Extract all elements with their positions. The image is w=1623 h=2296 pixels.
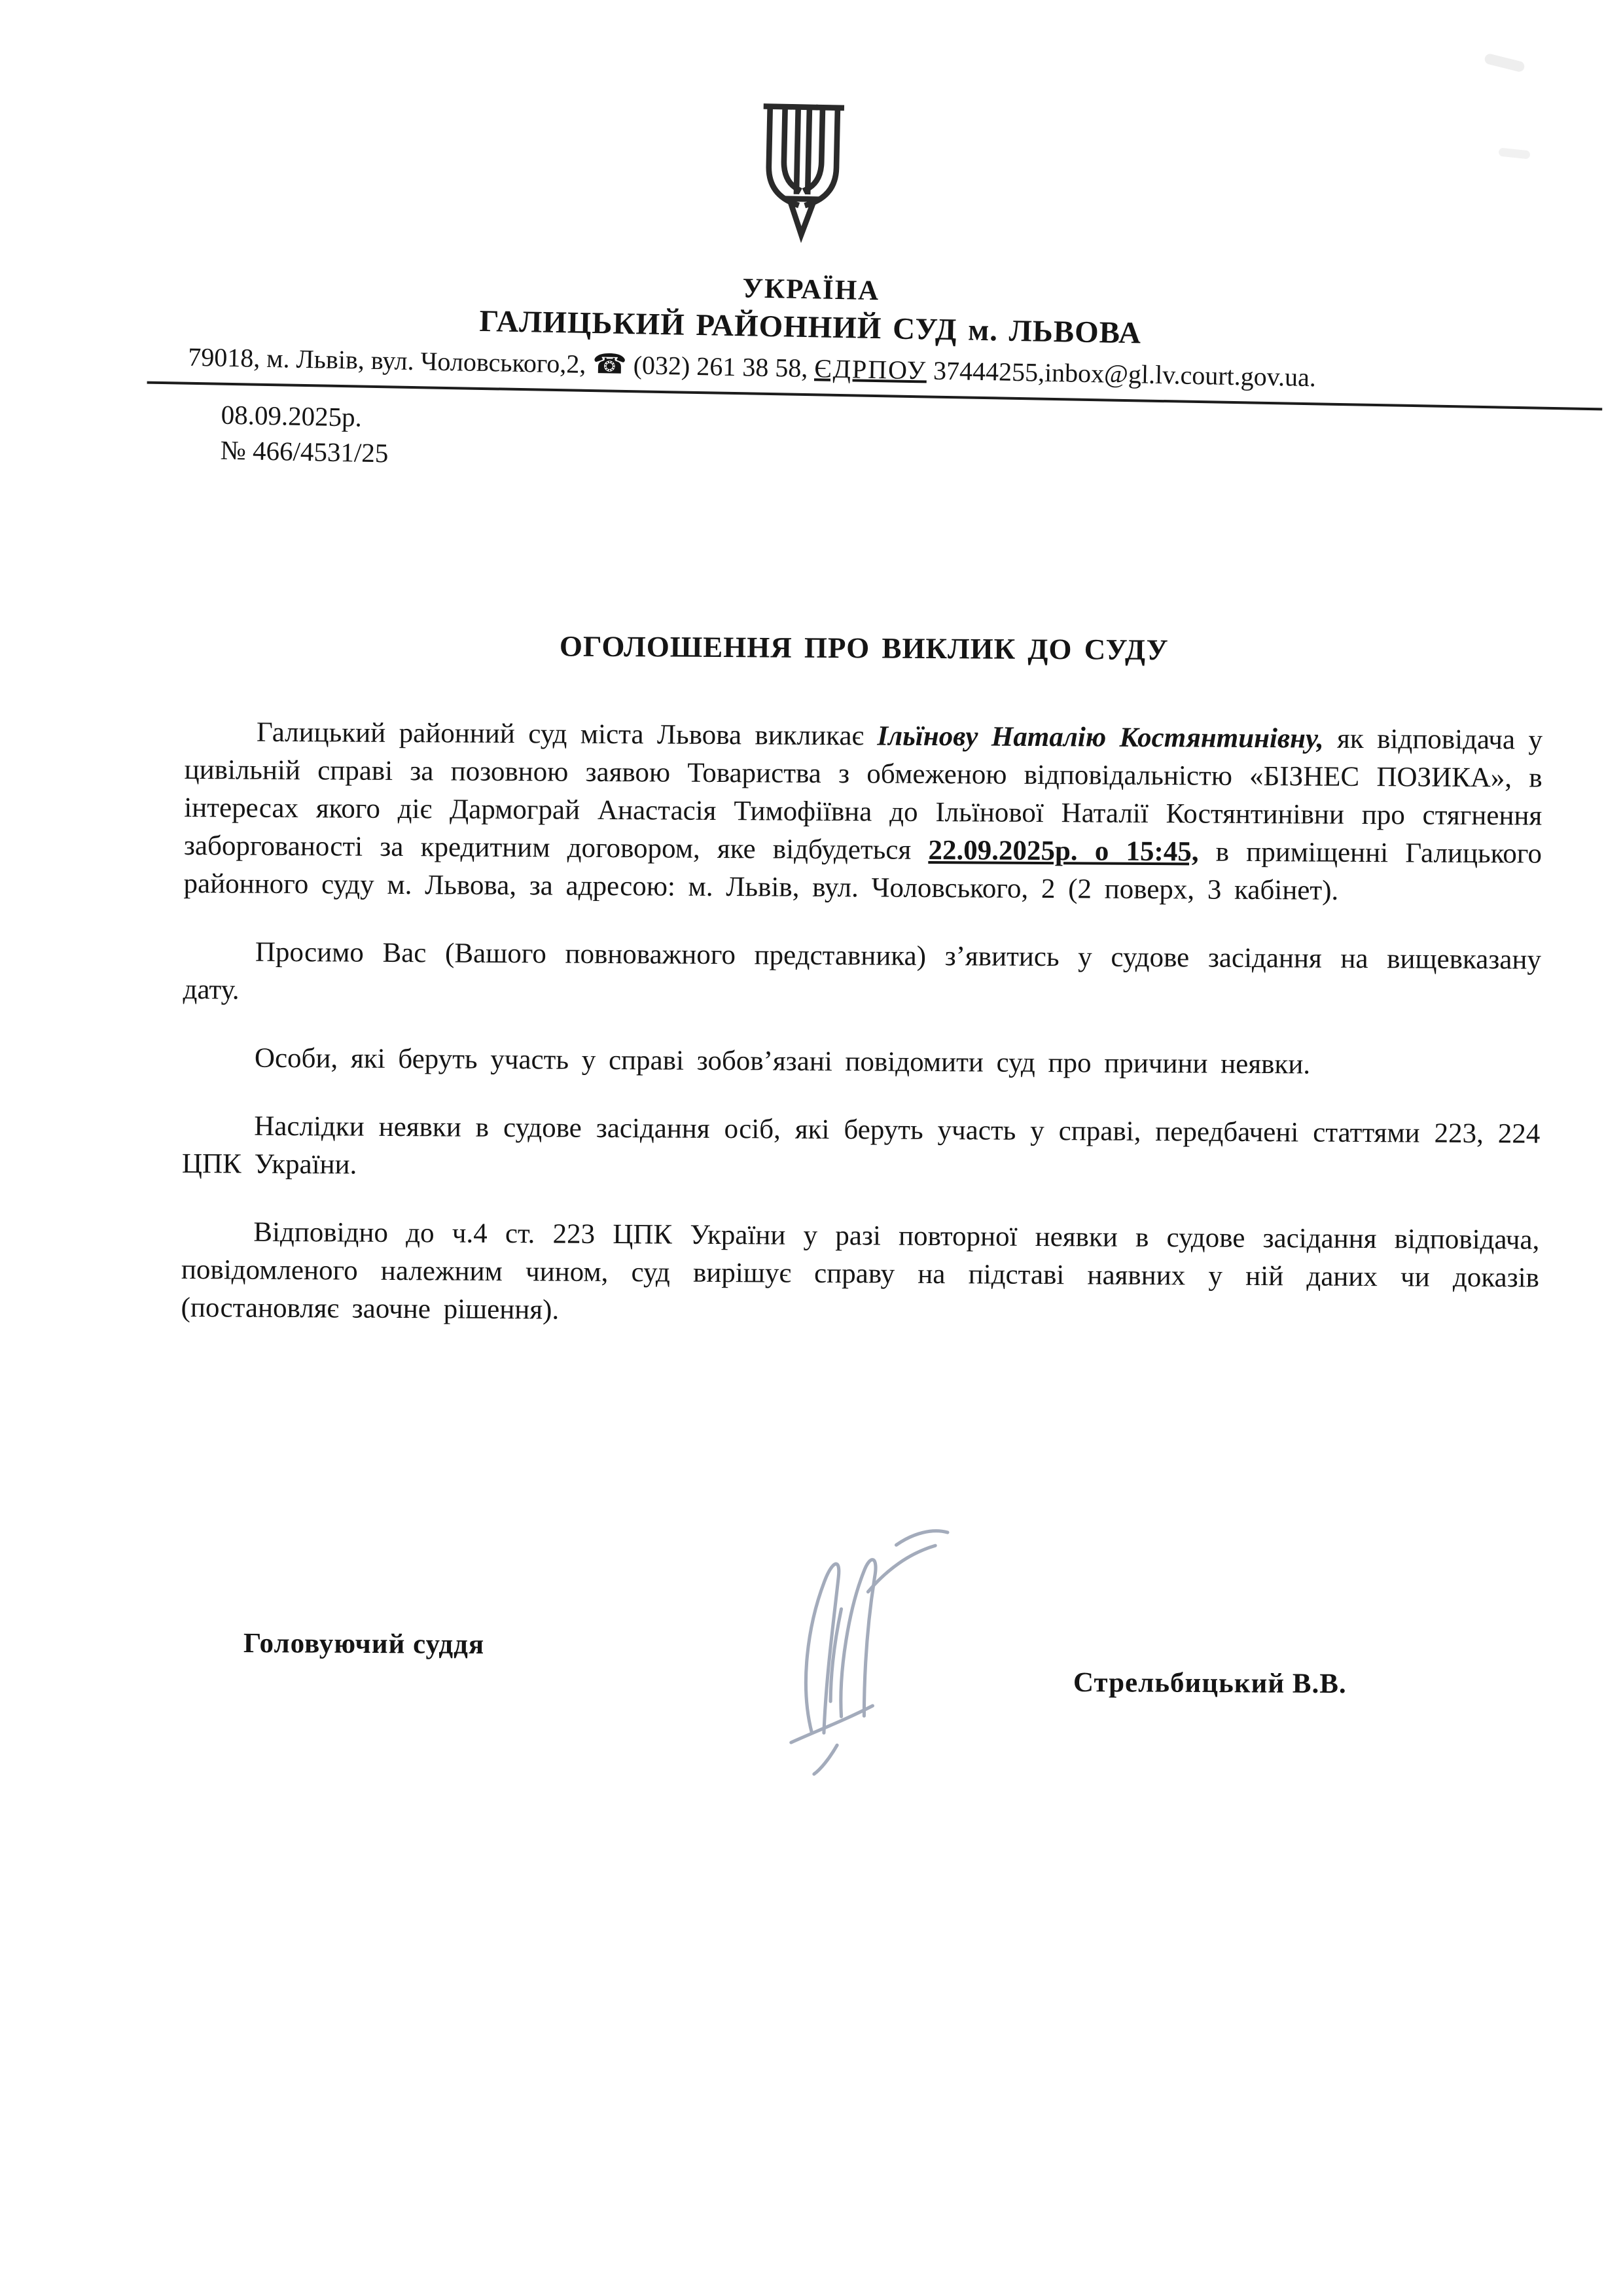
absence-notice-paragraph: Особи, які беруть участь у справі зобов’язані повідомити суд про причини неявки.: [254, 1042, 1311, 1080]
judge-title-label: Головуючий суддя: [243, 1628, 485, 1660]
consequences-paragraph: Наслідки неявки в судове засідання осіб, які беруть участь у справі, передбачені статтями 223, 224 ЦПК України.: [181, 1110, 1541, 1180]
edrpou-label: ЄДРПОУ: [813, 353, 927, 385]
letterhead: [0, 258, 1623, 493]
summons-paragraph: [183, 713, 1543, 911]
judge-name: Стрельбицький В.В.: [1073, 1667, 1347, 1700]
edrpou-value: 37444255,: [933, 355, 1045, 387]
case-number: № 466/4531/25: [220, 434, 389, 468]
paragraph-text: Галицький районний суд міста Львова викликає: [256, 716, 878, 752]
court-address: 79018, м. Львів, вул. Чоловського,2,: [187, 342, 586, 379]
default-judgment-paragraph: Відповідно до ч.4 ст. 223 ЦПК України у разі повторної неявки в судове засідання відповідача, повідомленого належним чином, суд вирішує справу на підставі наявних у ній даних чи доказів (постановляє заочне рішення).: [181, 1216, 1540, 1326]
hearing-datetime: 22.09.2025р. о 15:45,: [928, 834, 1199, 868]
paragraph-text: як відповідача у цивільній справі за позовною заявою Товариства з обмеженою відповідальністю «БІЗНЕС ПОЗИКА», в інтересах якого діє Дармограй Анастасія Тимофіївна до Ільїнової Наталії Костянтинівни про стягнення заборгованості за кредитним договором, яке відбудеться: [183, 723, 1543, 866]
coat-of-arms-icon: [745, 96, 861, 250]
court-name: ГАЛИЦЬКИЙ РАЙОННИЙ СУД м. ЛЬВОВА: [479, 304, 1142, 351]
telephone-icon: ☎: [592, 349, 628, 381]
document-title: ОГОЛОШЕННЯ ПРО ВИКЛИК ДО СУДУ: [559, 629, 1169, 667]
registration-block: [220, 397, 1620, 493]
paragraph-text: в приміщенні Галицького районного суду м. Львова, за адресою: м. Львів, вул. Чоловського, 2 (2 поверх, 3 кабінет).: [183, 836, 1543, 906]
court-email: inbox@gl.lv.court.gov.ua.: [1044, 357, 1317, 393]
document-body: [181, 627, 1543, 1366]
judge-signature: [692, 1493, 997, 1792]
appearance-request-paragraph: Просимо Вас (Вашого повноважного представника) з’явитись у судове засідання на вищевказану дату.: [183, 936, 1542, 1006]
defendant-name: Ільїнову Наталію Костянтинівну,: [877, 720, 1324, 754]
scan-artifact: [1498, 148, 1530, 160]
court-phone: (032) 261 38 58,: [633, 350, 808, 383]
outgoing-date: 08.09.2025р.: [221, 399, 363, 433]
scan-artifact: [1484, 53, 1525, 73]
tryzub-emblem: [745, 96, 861, 250]
country-label: УКРАЇНА: [742, 273, 880, 307]
